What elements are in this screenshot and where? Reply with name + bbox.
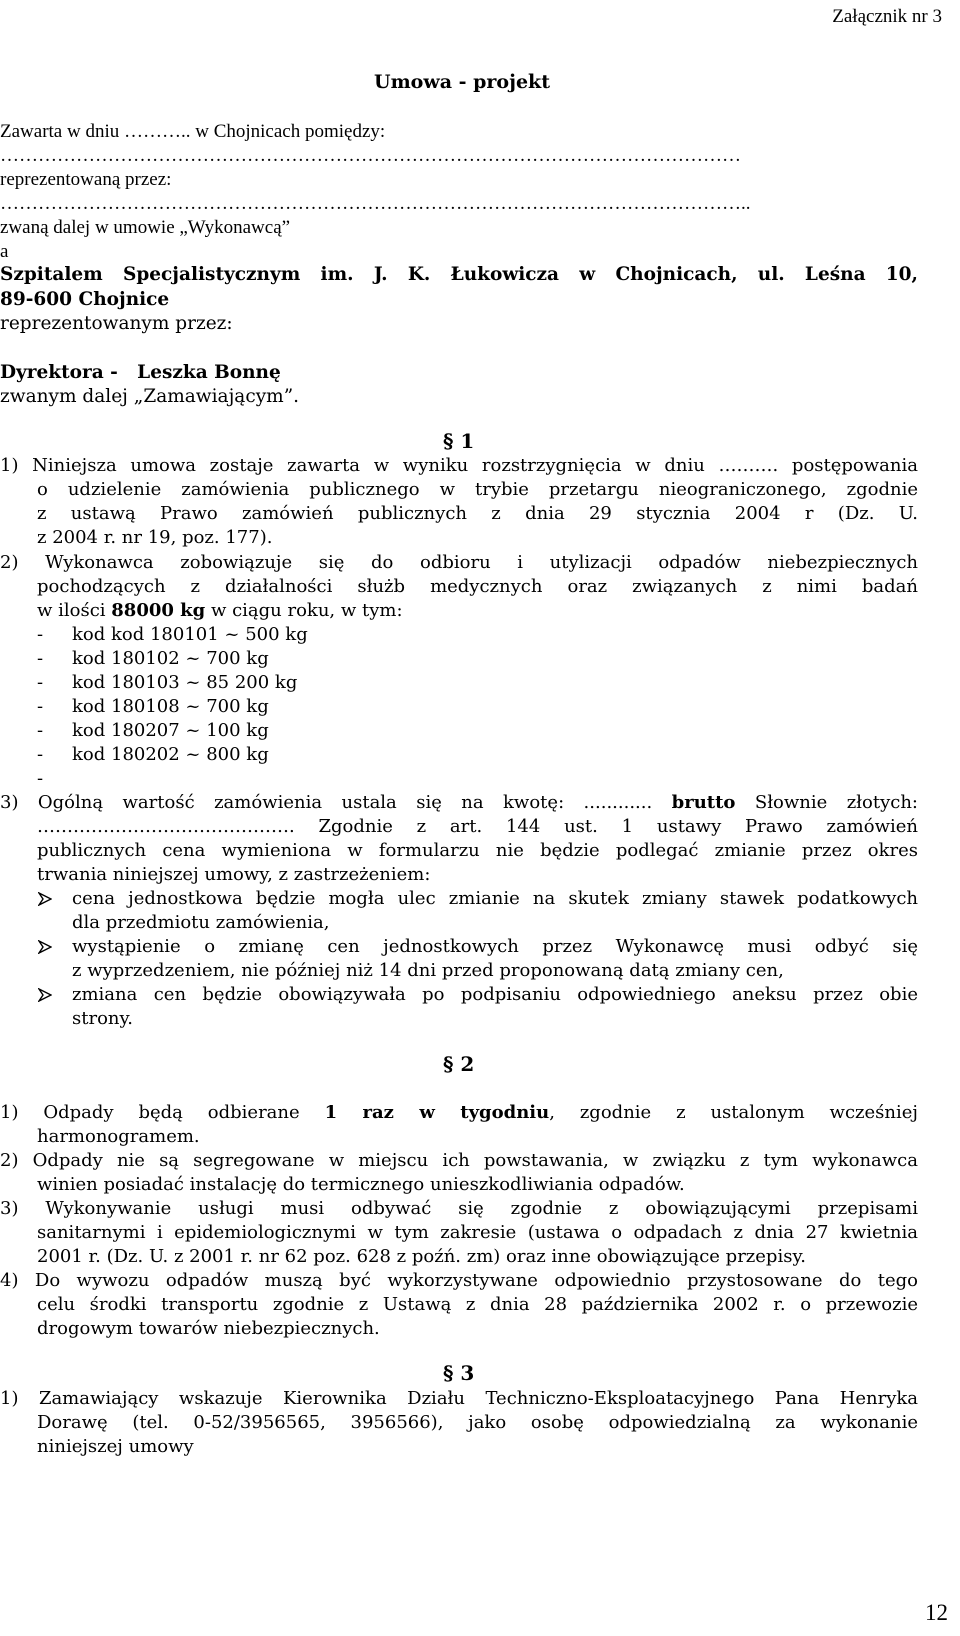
section-heading: § 3 [443,1361,475,1385]
paragraph-line: winien posiadać instalację do termicznego unieszkodliwiania odpadów. [37,1174,685,1195]
paragraph-line: 1) Niniejsza umowa zostaje zawarta w wyniku rozstrzygnięcia w dniu ………. postępowania [0,455,918,476]
bullet-item-line: wystąpienie o zmianę cen jednostkowych przez Wykonawcę musi odbyć się [72,936,918,957]
waste-code-item: kod 180202 ~ 800 kg [72,744,269,765]
bullet-item-line: zmiana cen będzie obowiązywała po podpisaniu odpowiedniego aneksu przez obie [72,984,918,1005]
paragraph-line: celu środki transportu zgodnie z Ustawą z dnia 28 października 2002 r. o przewozie [37,1294,918,1315]
list-dash: - [37,696,44,717]
list-dash: - [37,744,44,765]
intro-line: Zawarta w dniu ……….. w Chojnicach pomiędzy: [0,121,386,142]
paragraph-line: harmonogramem. [37,1126,200,1147]
list-dash: - [37,720,44,741]
intro-line: reprezentowanym przez: [0,313,233,334]
page-number: 12 [925,1600,948,1625]
hospital-name: Szpitalem Specjalistycznym im. J. K. Łukowicza w Chojnicach, ul. Leśna 10, [0,264,918,285]
arrow-bullet-icon [38,988,52,1002]
paragraph-line: sanitarnymi i epidemiologicznymi w tym zakresie (ustawa o odpadach z dnia 27 kwietnia [37,1222,918,1243]
paragraph-line: trwania niniejszej umowy, z zastrzeżeniem: [37,864,431,885]
paragraph-line: z 2004 r. nr 19, poz. 177). [37,527,273,548]
annex-label: Załącznik nr 3 [832,6,942,27]
bullet-item-line: dla przedmiotu zamówienia, [72,912,330,933]
intro-dotted-line: ……………………………………………………………………………………………………… [0,145,741,166]
waste-code-item: kod 180102 ~ 700 kg [72,648,269,669]
director-name: Dyrektora - Leszka Bonnę [0,362,281,383]
paragraph-line: 3) Wykonywanie usługi musi odbywać się zgodnie z obowiązującymi przepisami [0,1198,918,1219]
pickup-frequency: 1 raz w tygodniu [324,1102,550,1123]
intro-line: reprezentowaną przez: [0,169,172,190]
paragraph-line: z ustawą Prawo zamówień publicznych z dnia 29 stycznia 2004 r (Dz. U. [37,503,918,524]
waste-code-item: kod 180103 ~ 85 200 kg [72,672,298,693]
bullet-item-line: z wyprzedzeniem, nie później niż 14 dni przed proponowaną datą zmiany cen, [72,960,784,981]
intro-dotted-line: ……………………………………………………………………………………………………….. [0,193,751,214]
paragraph-line: drogowym towarów niebezpiecznych. [37,1318,380,1339]
paragraph-line: 2) Odpady nie są segregowane w miejscu ich powstawania, w związku z tym wykonawca [0,1150,918,1171]
list-dash: - [37,648,44,669]
section-heading: § 1 [443,429,475,453]
paragraph-line: ……………………………………. Zgodnie z art. 144 ust. 1 ustawy Prawo zamówień [37,816,918,837]
bullet-item-line: cena jednostkowa będzie mogła ulec zmianie na skutek zmiany stawek podatkowych [72,888,918,909]
paragraph-line: o udzielenie zamówienia publicznego w trybie przetargu nieograniczonego, zgodnie [37,479,918,500]
gross-label: brutto [671,792,736,813]
paragraph-line: 2) Wykonawca zobowiązuje się do odbioru i utylizacji odpadów niebezpiecznych [0,552,918,573]
document-title: Umowa - projekt [374,71,551,93]
paragraph-line: publicznych cena wymieniona w formularzu nie będzie podlegać zmianie przez okres [37,840,918,861]
list-dash: - [37,624,44,645]
paragraph-line: pochodzących z działalności służb medycznych oraz związanych z nimi badań [37,576,918,597]
waste-code-item: kod kod 180101 ~ 500 kg [72,624,308,645]
bullet-item-line: strony. [72,1008,134,1029]
intro-line: zwanym dalej „Zamawiającym”. [0,386,300,407]
list-dash: - [37,672,44,693]
paragraph-line: 2001 r. (Dz. U. z 2001 r. nr 62 poz. 628 z poźń. zm) oraz inne obowiązujące przepisy. [37,1246,806,1267]
paragraph-line: 1) Zamawiający wskazuje Kierownika Działu Techniczno-Eksploatacyjnego Pana Henryka [0,1388,918,1409]
intro-line: zwaną dalej w umowie „Wykonawcą” [0,217,291,238]
waste-code-item: kod 180207 ~ 100 kg [72,720,269,741]
paragraph-line: niniejszej umowy [37,1436,194,1457]
paragraph-line: 3) Ogólną wartość zamówienia ustala się na kwotę: ............ brutto Słownie złotych: [0,792,918,813]
paragraph-line: w ilości 88000 kg w ciągu roku, w tym: [37,600,403,621]
arrow-bullet-icon [38,940,52,954]
intro-line: a [0,241,9,262]
list-dash: - [37,768,44,789]
paragraph-line: 4) Do wywozu odpadów muszą być wykorzystywane odpowiednio przystosowane do tego [0,1270,918,1291]
paragraph-line: 1) Odpady będą odbierane 1 raz w tygodniu, zgodnie z ustalonym wcześniej [0,1102,919,1123]
quantity-total: 88000 kg [111,600,206,621]
section-heading: § 2 [443,1052,475,1076]
waste-code-item: kod 180108 ~ 700 kg [72,696,269,717]
paragraph-line: Dorawę (tel. 0-52/3956565, 3956566), jako osobę odpowiedzialną za wykonanie [37,1412,918,1433]
arrow-bullet-icon [38,892,52,906]
hospital-address: 89-600 Chojnice [0,289,170,310]
